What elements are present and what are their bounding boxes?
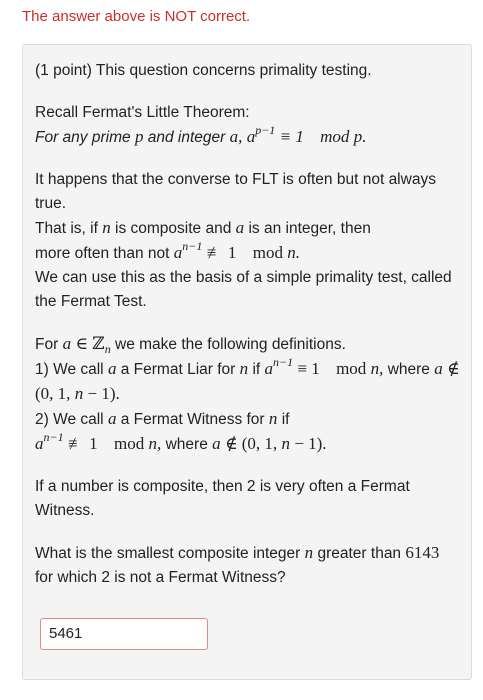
def2-cond-end: − 1). (294, 434, 327, 453)
def-intro-z: ℤ (92, 334, 105, 353)
def1-cond-end: − 1). (87, 384, 120, 403)
def1-cond-n: n (74, 384, 84, 403)
def2-cond: ∉ (0, 1, (224, 434, 278, 453)
def1-rest: ≡ 1 (297, 359, 320, 378)
converse-3a: more often than not (35, 245, 170, 262)
converse-line-3 (35, 238, 461, 266)
flt-a: a, (229, 127, 243, 146)
def1-exp: n−1 (273, 354, 294, 369)
ask-c: for which 2 is not a Fermat Witness? (35, 569, 286, 586)
def2-b: a Fermat Witness for (120, 411, 265, 428)
converse-2n: n (102, 218, 111, 237)
def2-a: 2) We call (35, 411, 104, 428)
answer-input[interactable]: 5461 (40, 618, 208, 650)
flt-statement (35, 122, 461, 150)
def1-a: 1) We call (35, 361, 104, 378)
def1-n: n (239, 359, 249, 378)
def1-if: if (252, 361, 261, 378)
converse-2d: is an integer, then (248, 220, 371, 237)
def2-n: n (268, 409, 278, 428)
def-intro-b: we make the following definitions. (115, 336, 346, 353)
ask-num: 6143 (405, 543, 440, 562)
def2-cond-var: a (212, 434, 221, 453)
flt-formula-base: a (246, 127, 256, 146)
def1-b: a Fermat Liar for (120, 361, 236, 378)
flt-mod: mod (320, 127, 350, 146)
definition-1 (35, 354, 461, 407)
question-intro: (1 point) This question concerns primality testing. (35, 62, 372, 79)
flt-text: For any prime (35, 129, 131, 146)
converse-3n: n. (287, 243, 301, 262)
recall-label: Recall Fermat's Little Theorem: (35, 104, 250, 121)
def2-var: a (107, 409, 117, 428)
def-intro-in: ∈ (75, 334, 88, 353)
def1-base: a (264, 359, 273, 378)
ask-a: What is the smallest composite integer (35, 545, 301, 562)
converse-2c: a (235, 218, 245, 237)
converse-3exp: n−1 (182, 238, 203, 253)
flt-and: and integer (147, 129, 226, 146)
def2-modn: n, (148, 434, 162, 453)
question-content (35, 59, 461, 590)
def2-where: where (165, 436, 208, 453)
def2-exp: n−1 (43, 429, 64, 444)
def2-base: a (35, 434, 44, 453)
composite-note: If a number is composite, then 2 is very often a Fermat Witness. (35, 478, 410, 519)
def2-rest: ≢ 1 (67, 434, 98, 453)
def1-where: where (387, 361, 430, 378)
converse-line-1: It happens that the converse to FLT is often but not always true. (35, 171, 436, 212)
converse-3rest: ≢ 1 (206, 243, 237, 262)
converse-line-2 (35, 216, 461, 241)
definition-2 (35, 407, 461, 457)
def-intro-a: For (35, 336, 59, 353)
converse-3mod: mod (252, 243, 283, 262)
definitions-intro (35, 332, 461, 357)
question-ask (35, 541, 461, 590)
def1-modn: n, (370, 359, 384, 378)
question-card (22, 44, 472, 680)
converse-2b: is composite and (115, 220, 232, 237)
def1-cond: ∉ (0, 1, (35, 359, 460, 403)
converse-line-4: We can use this as the basis of a simple primality test, called the Fermat Test. (35, 269, 452, 310)
def2-if: if (281, 411, 290, 428)
ask-n: n (304, 543, 314, 562)
def2-mod: mod (113, 434, 145, 453)
def2-cond-n: n (281, 434, 290, 453)
ask-b: greater than (317, 545, 402, 562)
converse-2a: That is, if (35, 220, 98, 237)
flt-formula-rest: ≡ 1 (279, 127, 304, 146)
def1-mod: mod (336, 359, 367, 378)
incorrect-answer-message: The answer above is NOT correct. (22, 8, 251, 25)
flt-mod-p: p. (353, 127, 367, 146)
flt-p: p (134, 127, 144, 146)
def1-cond-var: a (434, 359, 443, 378)
def-intro-var: a (62, 334, 72, 353)
def-intro-zsub: n (104, 342, 111, 357)
def1-var: a (107, 359, 117, 378)
flt-formula-exp: p−1 (255, 122, 276, 137)
converse-3base: a (173, 243, 183, 262)
